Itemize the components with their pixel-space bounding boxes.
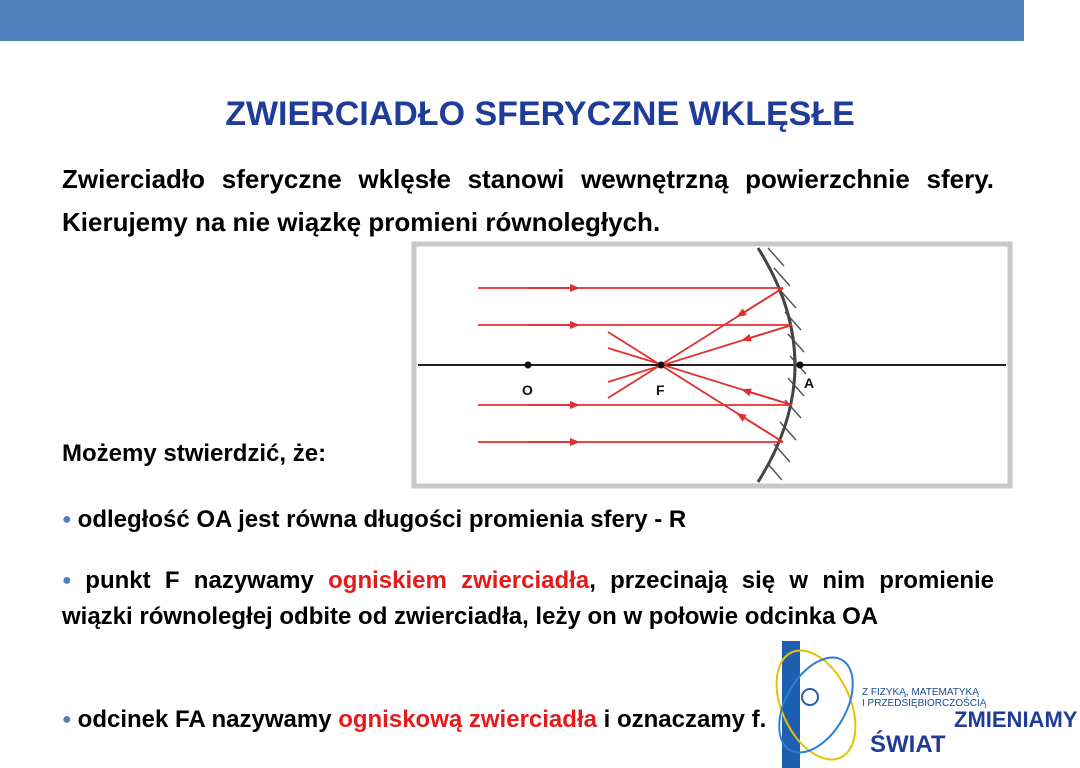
bullet-dot-icon: ●	[62, 511, 72, 528]
top-accent-bar	[0, 0, 1024, 41]
logo-line-2: I PRZEDSIĘBIORCZOŚCIĄ	[862, 698, 987, 709]
lead-sentence: Możemy stwierdzić, że:	[62, 440, 327, 467]
logo-globe-icon	[802, 689, 818, 705]
label-a: A	[804, 375, 815, 391]
label-f: F	[656, 382, 665, 398]
logo-line-1: Z FIZYKĄ, MATEMATYKĄ	[862, 687, 979, 698]
logo-blue-panel	[782, 641, 800, 768]
center-point-o	[525, 362, 532, 369]
bullet-2-highlight: ogniskiem zwierciadła	[328, 567, 590, 594]
focus-point-f	[658, 362, 665, 369]
bullet-item-1	[62, 502, 994, 538]
logo-word-2: ŚWIAT	[870, 731, 946, 758]
project-logo	[776, 635, 1078, 768]
bullet-3-text-after: i oznaczamy f.	[596, 706, 767, 733]
bullet-dot-icon: ●	[62, 572, 80, 589]
bullet-2-text-before: punkt F nazywamy	[85, 567, 329, 594]
bullet-2-text-after: , przecinają się w nim promienie wiązki równoległej odbite od zwierciadła, leży on w połowie odcinka OA	[62, 567, 994, 630]
bullet-3-highlight: ogniskową zwierciadła	[338, 706, 597, 733]
bullet-1-text: odległość OA jest równa długości promienia sfery - R	[77, 506, 687, 533]
logo-word-1: ZMIENIAMY	[954, 707, 1078, 732]
bullet-item-2	[62, 563, 994, 635]
intro-paragraph: Zwierciadło sferyczne wklęsłe stanowi wewnętrzną powierzchnie sfery. Kierujemy na nie wiązkę promieni równoległych.	[62, 164, 994, 237]
bullet-3-text-before: odcinek FA nazywamy	[77, 706, 339, 733]
slide-title: ZWIERCIADŁO SFERYCZNE WKLĘSŁE	[225, 95, 855, 133]
concave-mirror-diagram	[408, 238, 1016, 492]
vertex-point-a	[797, 362, 804, 369]
label-o: O	[522, 382, 533, 398]
bullet-dot-icon: ●	[62, 711, 72, 728]
